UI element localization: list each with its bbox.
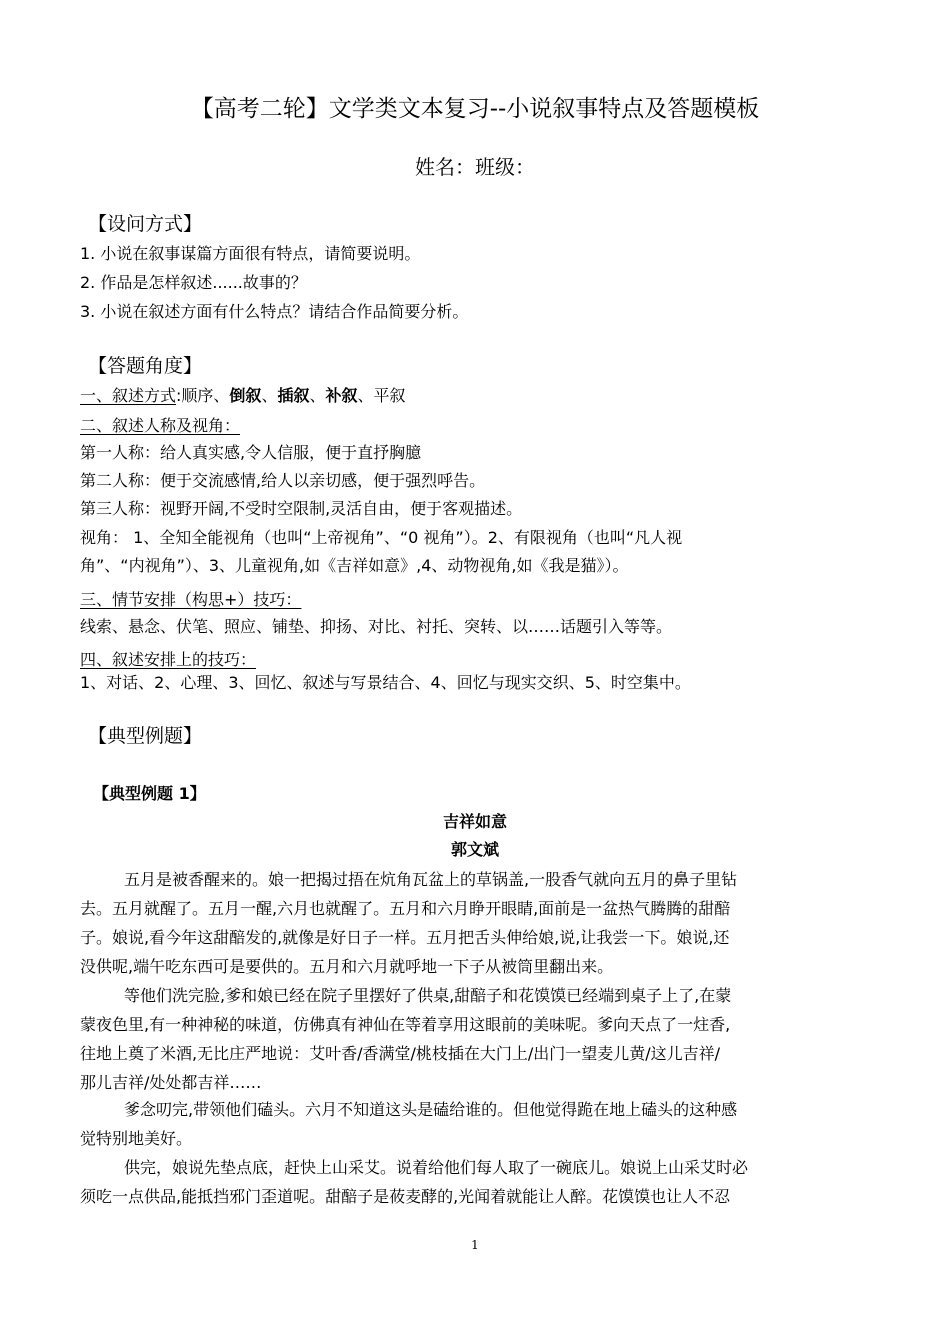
question-item-1: 1. 小说在叙事谋篇方面很有特点，请简要说明。: [80, 244, 421, 263]
interpolation-term: 插叙: [277, 386, 310, 405]
flashback-term: 倒叙: [229, 386, 262, 405]
document-title: 【高考二轮】文学类文本复习--小说叙事特点及答题模板: [190, 96, 760, 122]
narrative-mode-label: 一、叙述方式: [80, 386, 177, 405]
viewpoint-line-2: 角”、“内视角”）、3、儿童视角,如《吉祥如意》,4、动物视角,如《我是猫》）。: [80, 556, 629, 575]
narrative-person-label: 二、叙述人称及视角：: [80, 416, 241, 435]
questions-heading: 【设问方式】: [88, 213, 203, 235]
name-class-line: 姓名：班级：: [415, 155, 535, 179]
story-paragraph-1: 五月是被香醒来的。娘一把揭过捂在炕角瓦盆上的草锅盖,一股香气就向五月的鼻子里钻 去。五月就醒了。五月一醒,六月也就醒了。五月和六月睁开眼睛,面前是一盆热气腾腾的甜醅 子。娘说,看今年这甜醅发的,就像是好日子一样。五月把舌头伸给娘,说,让我尝一下。娘说,还 没供呢,端午吃东西可是要供的。五月和六月就呼地一下子从被筒里翻出来。: [80, 870, 738, 976]
angles-heading: 【答题角度】: [88, 355, 203, 377]
story-paragraph-2: 等他们洗完脸,爹和娘已经在院子里摆好了供桌,甜醅子和花馍馍已经端到桌子上了,在蒙 蒙夜色里,有一种神秘的味道，仿佛真有神仙在等着享用这眼前的美味呢。爹向天点了一炷香, 往地上奠了米酒,无比庄严地说：艾叶香/香满堂/桃枝插在大门上/出门一望麦儿黄/这儿吉祥/ 那儿吉祥/处处都吉祥……: [80, 986, 732, 1092]
supplement-term: 补叙: [325, 386, 358, 405]
plot-technique-label: 三、情节安排（构思+）技巧：: [80, 590, 302, 609]
story-paragraph-3: 爹念叨完,带领他们磕头。六月不知道这头是磕给谁的。但他觉得跪在地上磕头的这种感 觉特别地美好。: [80, 1100, 738, 1148]
story-paragraph-4: 供完，娘说先垫点底，赶快上山采艾。说着给他们每人取了一碗底儿。娘说上山采艾时必 须吃一点供品,能抵挡邪门歪道呢。甜醅子是莜麦酵的,光闻着就能让人醉。花馍馍也让人不忍: [80, 1158, 749, 1206]
narrative-arrangement-text: 1、对话、2、心理、3、回忆、叙述与写景结合、4、回忆与现实交织、5、时空集中。: [80, 673, 691, 692]
first-person-line: 第一人称：给人真实感,令人信服，便于直抒胸臆: [80, 443, 422, 462]
story-author: 郭文斌: [450, 840, 499, 859]
plot-technique-text: 线索、悬念、伏笔、照应、铺垫、抑扬、对比、衬托、突转、以……话题引入等等。: [80, 617, 673, 636]
third-person-line: 第三人称：视野开阔,不受时空限制,灵活自由，便于客观描述。: [80, 499, 523, 518]
example-1-label: 【典型例题 1】: [93, 784, 206, 803]
examples-heading: 【典型例题】: [88, 725, 203, 747]
story-title: 吉祥如意: [442, 812, 507, 831]
narrative-arrangement-label: 四、叙述安排上的技巧：: [80, 650, 257, 669]
question-item-3: 3. 小说在叙述方面有什么特点？请结合作品简要分析。: [80, 302, 469, 321]
second-person-line: 第二人称：便于交流感情,给人以亲切感，便于强烈呼告。: [80, 471, 486, 490]
viewpoint-line-1: 视角： 1、全知全能视角（也叫“上帝视角”、“0 视角”）。2、有限视角（也叫“凡人视: [80, 528, 683, 547]
narrative-mode-line: 一、叙述方式:顺序、倒叙、插叙、补叙、平叙: [80, 386, 406, 405]
question-item-2: 2. 作品是怎样叙述......故事的？: [80, 273, 307, 292]
page-number: 1: [471, 1238, 479, 1252]
